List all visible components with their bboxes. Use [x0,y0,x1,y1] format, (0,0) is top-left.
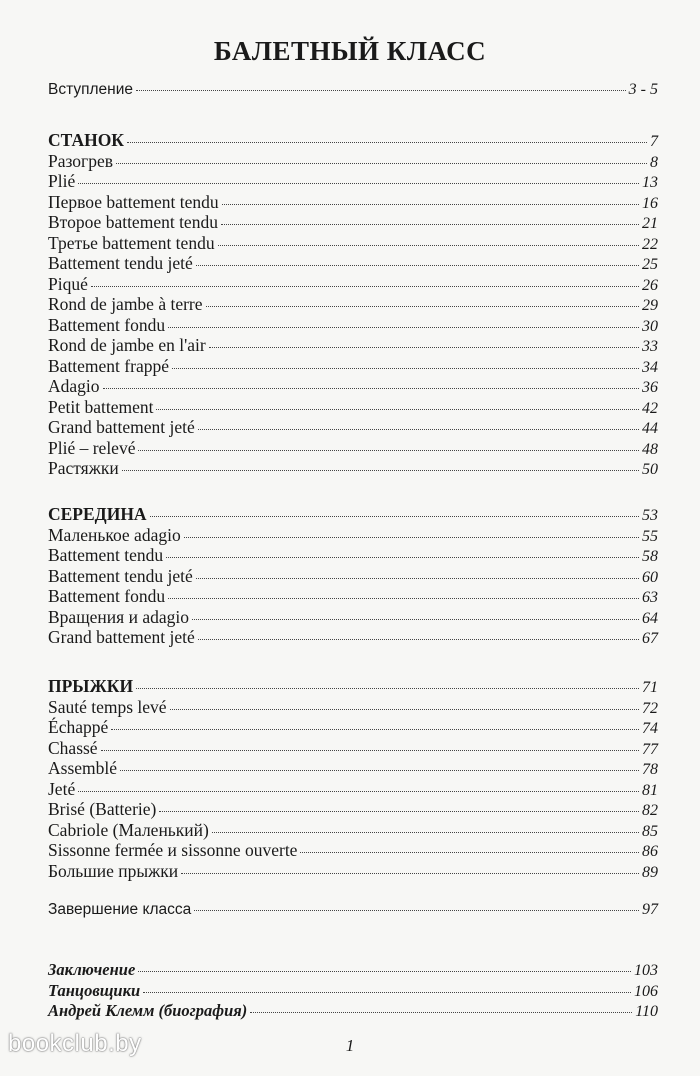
toc-entry [48,212,658,233]
toc-section-pryzhki [48,676,658,881]
toc-entry [48,840,658,861]
dot-leader [116,163,647,164]
entry-page: 106 [634,982,658,1000]
toc-entry [48,758,658,779]
entry-page: 55 [642,527,658,545]
toc-entry [48,151,658,172]
toc-entry [48,171,658,192]
dot-leader [136,688,639,689]
entry-page: 74 [642,720,658,737]
entry-page: 58 [642,548,658,565]
toc-entry [48,80,658,101]
entry-label: Battement tendu jeté [48,253,193,273]
dot-leader [150,516,639,517]
dot-leader [159,811,639,812]
dot-leader [250,1012,632,1013]
dot-leader [170,709,639,710]
toc-entry [48,900,658,921]
toc-entry [48,233,658,254]
dot-leader [198,429,639,430]
entry-label: Sissonne fermée и sissonne ouverte [48,840,298,860]
entry-label: Растяжки [48,458,119,478]
toc-entry [48,861,658,882]
dot-leader [166,557,639,558]
entry-page: 89 [642,863,658,881]
entry-page: 85 [642,822,658,840]
entry-label: СЕРЕДИНА [48,504,147,524]
toc-finish [48,900,658,921]
dot-leader [138,450,639,451]
entry-page: 8 [650,153,658,171]
entry-label: Battement tendu [48,545,164,565]
entry-page: 16 [642,194,658,212]
entry-label: Завершение класса [48,901,192,918]
entry-page: 82 [642,802,658,819]
entry-page: 44 [642,420,658,437]
entry-label: Cabriole (Маленький) [48,819,209,840]
dot-leader [143,992,631,993]
entry-label: Battement fondu [48,586,166,606]
entry-label: Échappé [48,717,109,737]
dot-leader [222,204,639,205]
entry-label: Grand battement jeté [48,627,195,647]
dot-leader [218,245,639,246]
entry-page: 60 [642,568,658,586]
toc-entry [48,1001,658,1022]
toc-section-seredina [48,504,658,648]
entry-label: Jeté [48,778,76,799]
entry-label: Battement frappé [48,355,169,376]
toc-entry [48,417,658,438]
entry-page: 48 [642,440,658,458]
dot-leader [172,368,639,369]
entry-page: 21 [642,215,658,232]
toc-entry [48,566,658,587]
dot-leader [120,770,639,771]
entry-page: 30 [642,317,658,335]
toc-entry [48,356,658,377]
entry-page: 42 [642,399,658,417]
dot-leader [168,327,639,328]
entry-page: 33 [642,338,658,355]
entry-label: Rond de jambe en l'air [48,335,206,355]
entry-page: 36 [642,379,658,396]
entry-page: 81 [642,781,658,799]
entry-label: Второе battement tendu [48,212,218,232]
dot-leader [91,286,639,287]
entry-label: Заключение [48,960,136,979]
entry-label: Piqué [48,273,88,294]
entry-page: 25 [642,256,658,273]
toc-entry [48,438,658,459]
dot-leader [111,729,639,730]
entry-label: ПРЫЖКИ [48,676,134,696]
page-number: 1 [345,1036,355,1055]
entry-label: СТАНОК [48,130,124,150]
entry-page: 22 [642,235,658,253]
dot-leader [192,619,639,620]
entry-label: Андрей Клемм (биография) [48,1001,248,1020]
dot-leader [103,388,639,389]
toc-entry [48,799,658,820]
dot-leader [206,306,639,307]
toc-section-heading [48,504,658,525]
dot-leader [196,265,639,266]
entry-page: 26 [642,276,658,294]
toc-entry [48,253,658,274]
toc-entry [48,627,658,648]
entry-label: Petit battement [48,396,154,417]
entry-label: Chassé [48,737,98,758]
toc-entry [48,738,658,759]
entry-label: Танцовщики [48,980,141,1000]
bookclub-watermark: bookclub.by [8,1030,142,1057]
dot-leader [136,90,626,91]
toc-entry [48,697,658,718]
entry-label: Plié – relevé [48,437,136,458]
entry-page: 3 - 5 [628,81,658,98]
entry-page: 103 [634,962,658,979]
entry-page: 72 [642,699,658,717]
entry-page: 64 [642,609,658,627]
toc-entry [48,294,658,315]
toc-section-closing [48,960,658,1022]
toc-entry [48,779,658,800]
entry-label: Brisé (Batterie) [48,799,157,819]
dot-leader [209,347,639,348]
entry-page: 7 [650,133,658,150]
dot-leader [198,639,639,640]
dot-leader [181,873,639,874]
dot-leader [78,791,639,792]
entry-label: Разогрев [48,150,114,171]
dot-leader [138,971,631,972]
entry-label: Rond de jambe à terre [48,294,203,314]
entry-label: Adagio [48,376,100,396]
entry-page: 71 [642,679,658,696]
entry-page: 77 [642,740,658,758]
entry-page: 67 [642,630,658,647]
dot-leader [78,183,639,184]
entry-label: Plié [48,171,76,191]
entry-label: Вступление [48,81,134,98]
toc-entry [48,274,658,295]
entry-label: Третье battement tendu [48,232,215,253]
toc-section-heading [48,130,658,151]
toc-entry [48,192,658,213]
toc-entry [48,586,658,607]
toc-entry [48,717,658,738]
entry-label: Большие прыжки [48,860,179,881]
dot-leader [194,910,639,911]
dot-leader [156,409,639,410]
toc-entry [48,458,658,479]
entry-label: Первое battement tendu [48,191,219,212]
toc-section-stanok [48,130,658,479]
dot-leader [212,832,639,833]
entry-page: 13 [642,174,658,191]
entry-page: 78 [642,761,658,778]
dot-leader [184,537,639,538]
dot-leader [300,852,639,853]
entry-label: Grand battement jeté [48,417,195,437]
toc-entry [48,960,658,981]
toc-entry [48,315,658,336]
dot-leader [127,142,647,143]
toc-entry [48,545,658,566]
toc-section-heading [48,676,658,697]
entry-page: 34 [642,358,658,376]
dot-leader [168,598,639,599]
dot-leader [221,224,639,225]
entry-page: 110 [635,1003,658,1020]
entry-page: 63 [642,589,658,606]
entry-label: Вращения и adagio [48,606,189,627]
dot-leader [196,578,639,579]
entry-page: 97 [642,901,658,918]
entry-label: Assemblé [48,758,118,778]
entry-label: Battement fondu [48,314,166,335]
entry-label: Battement tendu jeté [48,565,193,586]
entry-label: Sauté temps levé [48,696,167,717]
toc-entry [48,335,658,356]
entry-page: 86 [642,843,658,860]
entry-page: 50 [642,461,658,478]
entry-page: 29 [642,297,658,314]
toc-entry [48,397,658,418]
entry-label: Маленькое adagio [48,524,181,545]
dot-leader [122,470,639,471]
page-title: БАЛЕТНЫЙ КЛАСС [213,36,487,66]
dot-leader [101,750,639,751]
toc-entry [48,376,658,397]
toc-entry [48,525,658,546]
toc-entry [48,607,658,628]
toc-intro [48,80,658,101]
toc-entry [48,981,658,1002]
toc-entry [48,820,658,841]
entry-page: 53 [642,507,658,524]
